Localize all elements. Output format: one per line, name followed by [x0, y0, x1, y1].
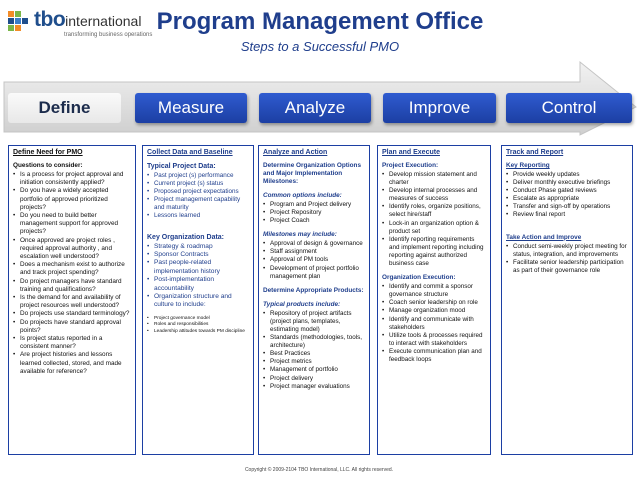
control-list-item: • Provide weekly updates [506, 171, 628, 179]
define-list-item: • Once approved are project roles , required approval authority , and escalation well understood? [13, 237, 131, 262]
typical-data-item: • Project management capability and maturity [147, 196, 249, 212]
logo-text: tbointernational [34, 8, 142, 31]
define-list-item: • Do projects have standard approval points? [13, 319, 131, 335]
analyze-list-item: • Development of project portfolio management plan [263, 265, 365, 281]
analyze-heading: Analyze and Action [263, 149, 328, 156]
org-structure-sub-item: • Leadership attitudes towards PM discipline [147, 329, 249, 335]
define-list-item: • Do projects use standard terminology? [13, 310, 131, 318]
define-column [8, 145, 136, 455]
define-list-item: • Do project managers have standard training and qualifications? [13, 278, 131, 294]
logo-mark-icon [6, 7, 36, 41]
analyze-column [258, 145, 370, 455]
define-list-item: • Do you have a widely accepted portfolio of approved prioritized projects? [13, 187, 131, 212]
define-heading: Define Need for PMO [13, 149, 83, 156]
improve-list-item: • Utilize tools & processes required to interact with stakeholders [382, 332, 486, 348]
measure-column [142, 145, 254, 455]
page-title: Program Management Office [156, 8, 484, 35]
improve-list-item: • Develop mission statement and charter [382, 171, 486, 187]
define-section-title: Questions to consider: [13, 162, 83, 169]
analyze-section-title: Determine Appropriate Products: [263, 286, 364, 294]
analyze-list-item: • Project Repository [263, 209, 365, 217]
define-list-item: • Is project status reported in a consistent manner? [13, 335, 131, 351]
key-org-data-item: • Organization structure and culture to include: [147, 293, 249, 310]
key-org-data-item: • Post-implementation accountability [147, 276, 249, 293]
org-structure-sub-item: • Roles and responsibilities [147, 322, 249, 328]
control-list-item: • Conduct semi-weekly project meeting for status, integration, and improvements [506, 243, 628, 259]
improve-section-title: Project Execution: [382, 162, 439, 169]
analyze-section-title: Determine Organization Options and Major Implementation Milestones: [263, 162, 362, 185]
analyze-list-item: • Repository of project artifacts (project plans, templates, estimating model) [263, 310, 365, 334]
analyze-list-item: • Approval of design & governance [263, 240, 365, 248]
logo-tagline: transforming business operations [64, 32, 153, 38]
phase-analyze: Analyze [259, 93, 371, 123]
control-list-item: • Transfer and sign-off by operations [506, 203, 628, 211]
improve-heading: Plan and Execute [382, 149, 440, 156]
improve-list-item: • Execute communication plan and feedback loops [382, 348, 486, 364]
control-section-title: Take Action and Improve [506, 233, 582, 241]
key-org-data-item: • Sponsor Contracts [147, 251, 249, 259]
typical-data-item: • Proposed project expectations [147, 188, 249, 196]
define-list-item: • Is the demand for and availability of project resources well understood? [13, 294, 131, 310]
improve-list-item: • Identify roles, organize positions, select hire/staff [382, 203, 486, 219]
improve-column [377, 145, 491, 455]
measure-heading: Collect Data and Baseline [147, 149, 233, 156]
improve-list-item: • Lock-in an organization option & product set [382, 220, 486, 236]
page-subtitle: Steps to a Successful PMO [240, 39, 400, 54]
analyze-list-item: • Standards (methodologies, tools, architecture) [263, 334, 365, 350]
analyze-section-title: Milestones may include: [263, 231, 337, 239]
key-org-data-item: • Strategy & roadmap [147, 243, 249, 251]
improve-list-item: • Manage organization mood [382, 307, 486, 315]
company-logo [6, 5, 153, 45]
phase-define: Define [8, 93, 121, 123]
key-organization-data-title: Key Organization Data: [147, 233, 225, 241]
analyze-section-title: Common options include: [263, 192, 342, 199]
key-org-data-item: • Past people-related implementation history [147, 259, 249, 276]
define-list-item: • Are project histories and lessons learned collected, stored, and made available for reference? [13, 351, 131, 376]
control-section-title: Key Reporting [506, 162, 550, 169]
define-list-item: • Is a process for project approval and initiation consistently applied? [13, 171, 131, 187]
analyze-list-item: • Management of portfolio [263, 366, 365, 374]
phase-control: Control [506, 93, 632, 123]
typical-data-item: • Current project (s) status [147, 180, 249, 188]
control-column [501, 145, 633, 455]
control-heading: Track and Report [506, 149, 564, 156]
control-list-item: • Facilitate senior leadership participation as part of their governance role [506, 259, 628, 275]
control-list-item: • Review final report [506, 211, 628, 219]
org-structure-sub-item: • Project governance model [147, 316, 249, 322]
improve-section-title: Organization Execution: [382, 274, 456, 282]
analyze-list-item: • Staff assignment [263, 248, 365, 256]
analyze-section-title: Typical products include: [263, 300, 341, 308]
define-list-item: • Do you need to build better management support for approved projects? [13, 212, 131, 237]
typical-data-item: • Lessons learned [147, 212, 249, 220]
typical-project-data-title: Typical Project Data: [147, 163, 216, 170]
improve-list-item: • Identify reporting requirements and implement reporting including reporting against authorized business case [382, 236, 486, 268]
typical-data-item: • Past project (s) performance [147, 172, 249, 180]
phase-improve: Improve [383, 93, 496, 123]
copyright-footer: Copyright © 2009-2104 TBO International, LLC. All rights reserved. [244, 467, 394, 473]
phase-measure: Measure [135, 93, 247, 123]
control-list-item: • Conduct Phase gated reviews [506, 187, 628, 195]
improve-list-item: • Coach senior leadership on role [382, 299, 486, 307]
control-list-item: • Deliver monthly executive briefings [506, 179, 628, 187]
define-list-item: • Does a mechanism exist to authorize and track project spending? [13, 261, 131, 277]
analyze-list-item: • Approval of PM tools [263, 256, 365, 264]
analyze-list-item: • Project Coach [263, 217, 365, 225]
analyze-list-item: • Program and Project delivery [263, 201, 365, 209]
analyze-list-item: • Project delivery [263, 375, 365, 383]
analyze-list-item: • Best Practices [263, 350, 365, 358]
improve-list-item: • Identify and commit a sponsor governance structure [382, 283, 486, 299]
improve-list-item: • Develop internal processes and measures of success [382, 187, 486, 203]
control-list-item: • Escalate as appropriate [506, 195, 628, 203]
analyze-list-item: • Project metrics [263, 358, 365, 366]
analyze-list-item: • Project manager evaluations [263, 383, 365, 391]
improve-list-item: • Identify and communicate with stakeholders [382, 316, 486, 332]
